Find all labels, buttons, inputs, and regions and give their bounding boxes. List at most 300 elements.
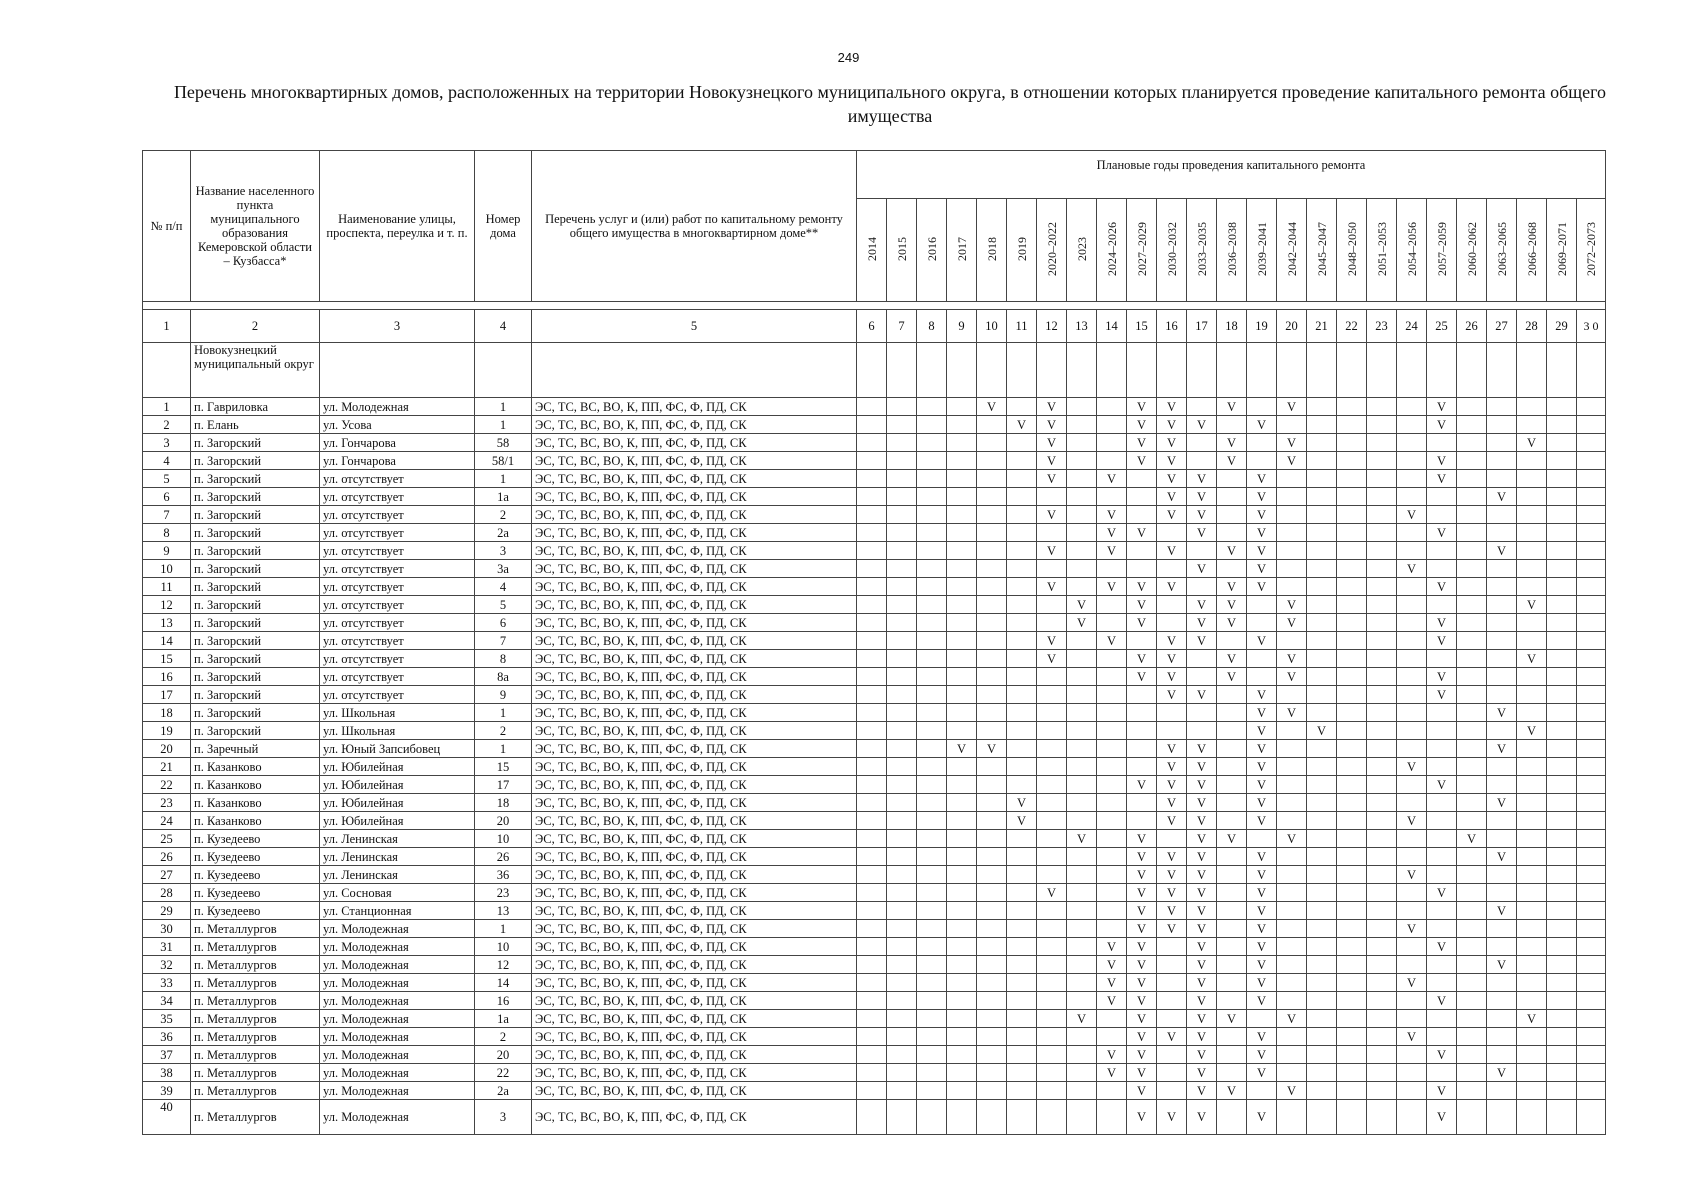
year-cell xyxy=(1337,524,1367,542)
year-cell xyxy=(857,920,887,938)
empty-cell xyxy=(1487,343,1517,398)
year-cell xyxy=(1487,650,1517,668)
planned-mark: V xyxy=(1187,974,1217,992)
house-number-cell: 1 xyxy=(475,398,532,416)
year-cell xyxy=(1517,524,1547,542)
settlement-cell: п. Загорский xyxy=(191,578,320,596)
year-cell xyxy=(1367,866,1397,884)
year-cell xyxy=(1487,524,1517,542)
year-cell xyxy=(947,956,977,974)
row-number: 40 xyxy=(143,1100,191,1135)
year-cell xyxy=(917,1082,947,1100)
year-cell xyxy=(1457,488,1487,506)
year-cell xyxy=(1037,722,1067,740)
year-cell xyxy=(1097,596,1127,614)
year-cell xyxy=(1577,578,1606,596)
row-number: 7 xyxy=(143,506,191,524)
year-cell xyxy=(1037,920,1067,938)
year-cell xyxy=(977,956,1007,974)
year-cell xyxy=(1067,902,1097,920)
year-cell xyxy=(1337,830,1367,848)
settlement-cell: п. Загорский xyxy=(191,488,320,506)
year-cell xyxy=(1307,992,1337,1010)
year-cell xyxy=(887,416,917,434)
year-cell xyxy=(1577,758,1606,776)
year-cell xyxy=(1367,740,1397,758)
settlement-cell: п. Металлургов xyxy=(191,1082,320,1100)
planned-mark: V xyxy=(1487,956,1517,974)
year-cell xyxy=(1397,956,1427,974)
year-cell xyxy=(1547,542,1577,560)
row-number: 34 xyxy=(143,992,191,1010)
year-cell xyxy=(1337,470,1367,488)
year-cell xyxy=(1157,560,1187,578)
planned-mark: V xyxy=(1427,1082,1457,1100)
year-cell xyxy=(1007,524,1037,542)
year-cell xyxy=(1367,578,1397,596)
table-row xyxy=(143,938,1606,956)
year-cell xyxy=(1217,884,1247,902)
year-cell xyxy=(1037,812,1067,830)
planned-mark: V xyxy=(1217,1082,1247,1100)
year-cell xyxy=(1007,1010,1037,1028)
header-year-label: 2030–2032 xyxy=(1164,221,1179,276)
year-cell xyxy=(1277,848,1307,866)
planned-mark: V xyxy=(1247,488,1277,506)
year-cell xyxy=(1457,452,1487,470)
planned-mark: V xyxy=(1427,416,1457,434)
year-cell xyxy=(1007,1082,1037,1100)
header-year xyxy=(1397,199,1427,302)
house-number-cell: 2 xyxy=(475,506,532,524)
year-cell xyxy=(1487,506,1517,524)
planned-mark: V xyxy=(1247,506,1277,524)
planned-mark: V xyxy=(1037,470,1067,488)
year-cell xyxy=(1007,848,1037,866)
settlement-cell: п. Казанково xyxy=(191,794,320,812)
year-cell xyxy=(1517,830,1547,848)
year-cell xyxy=(917,470,947,488)
planned-mark: V xyxy=(1037,650,1067,668)
year-cell xyxy=(1337,668,1367,686)
year-cell xyxy=(1337,614,1367,632)
year-cell xyxy=(1247,668,1277,686)
year-cell xyxy=(1127,506,1157,524)
year-cell xyxy=(1547,920,1577,938)
year-cell xyxy=(947,992,977,1010)
year-cell xyxy=(1007,452,1037,470)
street-cell: ул. отсутствует xyxy=(320,524,475,542)
planned-mark: V xyxy=(1037,578,1067,596)
house-number-cell: 5 xyxy=(475,596,532,614)
street-cell: ул. Молодежная xyxy=(320,1046,475,1064)
year-cell xyxy=(1547,704,1577,722)
planned-mark: V xyxy=(1097,992,1127,1010)
year-cell xyxy=(1577,776,1606,794)
planned-mark: V xyxy=(1247,776,1277,794)
year-cell xyxy=(1367,1028,1397,1046)
header-year-label: 2018 xyxy=(984,236,999,261)
year-cell xyxy=(917,614,947,632)
planned-mark: V xyxy=(1037,506,1067,524)
planned-mark: V xyxy=(1127,1028,1157,1046)
year-cell xyxy=(1307,794,1337,812)
year-cell xyxy=(947,524,977,542)
street-cell: ул. Молодежная xyxy=(320,974,475,992)
year-cell xyxy=(1337,560,1367,578)
year-cell xyxy=(857,1028,887,1046)
year-cell xyxy=(977,1046,1007,1064)
year-cell xyxy=(1187,398,1217,416)
column-number: 18 xyxy=(1217,310,1247,343)
year-cell xyxy=(1337,740,1367,758)
table-row xyxy=(143,596,1606,614)
planned-mark: V xyxy=(1247,884,1277,902)
street-cell: ул. Усова xyxy=(320,416,475,434)
year-cell xyxy=(1457,1010,1487,1028)
empty-cell xyxy=(1577,343,1606,398)
year-cell xyxy=(1307,632,1337,650)
year-cell xyxy=(947,1010,977,1028)
year-cell xyxy=(1307,920,1337,938)
year-cell xyxy=(1337,794,1367,812)
year-cell xyxy=(1307,812,1337,830)
year-cell xyxy=(1037,1064,1067,1082)
year-cell xyxy=(857,398,887,416)
year-cell xyxy=(1517,1028,1547,1046)
year-cell xyxy=(977,992,1007,1010)
settlement-cell: п. Загорский xyxy=(191,686,320,704)
year-cell xyxy=(857,884,887,902)
column-number: 4 xyxy=(475,310,532,343)
year-cell xyxy=(1517,416,1547,434)
year-cell xyxy=(1097,830,1127,848)
year-cell xyxy=(1517,452,1547,470)
year-cell xyxy=(1097,668,1127,686)
year-cell xyxy=(1517,488,1547,506)
year-cell xyxy=(1547,452,1577,470)
year-cell xyxy=(1517,686,1547,704)
year-cell xyxy=(1097,1010,1127,1028)
planned-mark: V xyxy=(1127,416,1157,434)
empty-cell xyxy=(1217,343,1247,398)
table-row xyxy=(143,776,1606,794)
year-cell xyxy=(1457,1046,1487,1064)
year-cell xyxy=(947,848,977,866)
year-cell xyxy=(1517,1046,1547,1064)
table-row xyxy=(143,434,1606,452)
year-cell xyxy=(887,1028,917,1046)
year-cell xyxy=(1217,866,1247,884)
year-cell xyxy=(857,866,887,884)
year-cell xyxy=(1067,686,1097,704)
year-cell xyxy=(1247,1082,1277,1100)
settlement-cell: п. Металлургов xyxy=(191,974,320,992)
year-cell xyxy=(1487,452,1517,470)
year-cell xyxy=(1577,452,1606,470)
year-cell xyxy=(1427,830,1457,848)
year-cell xyxy=(1487,812,1517,830)
year-cell xyxy=(1307,614,1337,632)
year-cell xyxy=(947,506,977,524)
year-cell xyxy=(1517,1100,1547,1135)
street-cell: ул. отсутствует xyxy=(320,650,475,668)
year-cell xyxy=(1217,1028,1247,1046)
year-cell xyxy=(947,1100,977,1135)
planned-mark: V xyxy=(1187,758,1217,776)
empty-cell xyxy=(1187,343,1217,398)
year-cell xyxy=(1367,632,1397,650)
year-cell xyxy=(887,434,917,452)
year-cell xyxy=(1037,704,1067,722)
house-number-cell: 1а xyxy=(475,488,532,506)
year-cell xyxy=(1037,956,1067,974)
house-number-cell: 18 xyxy=(475,794,532,812)
year-cell xyxy=(887,740,917,758)
works-cell: ЭС, ТС, ВС, ВО, К, ПП, ФС, Ф, ПД, СК xyxy=(532,524,857,542)
street-cell: ул. Гончарова xyxy=(320,434,475,452)
planned-mark: V xyxy=(1037,434,1067,452)
year-cell xyxy=(917,1064,947,1082)
settlement-cell: п. Заречный xyxy=(191,740,320,758)
year-cell xyxy=(1307,416,1337,434)
year-cell xyxy=(1427,722,1457,740)
year-cell xyxy=(977,1100,1007,1135)
year-cell xyxy=(1427,434,1457,452)
empty-cell xyxy=(887,343,917,398)
house-number-cell: 23 xyxy=(475,884,532,902)
planned-mark: V xyxy=(1487,1064,1517,1082)
year-cell xyxy=(1367,722,1397,740)
planned-mark: V xyxy=(1247,1100,1277,1135)
header-year-label: 2057–2059 xyxy=(1434,221,1449,276)
year-cell xyxy=(1247,650,1277,668)
planned-mark: V xyxy=(1517,1010,1547,1028)
planned-mark: V xyxy=(1127,650,1157,668)
year-cell xyxy=(1067,704,1097,722)
planned-mark: V xyxy=(1427,776,1457,794)
group-row xyxy=(143,343,1606,398)
year-cell xyxy=(1427,560,1457,578)
planned-mark: V xyxy=(1157,650,1187,668)
year-cell xyxy=(1397,434,1427,452)
year-cell xyxy=(1547,1028,1577,1046)
planned-mark: V xyxy=(1247,578,1277,596)
planned-mark: V xyxy=(1187,830,1217,848)
year-cell xyxy=(857,992,887,1010)
table-row xyxy=(143,1082,1606,1100)
planned-mark: V xyxy=(1037,398,1067,416)
planned-mark: V xyxy=(1397,1028,1427,1046)
year-cell xyxy=(1397,632,1427,650)
year-cell xyxy=(917,560,947,578)
planned-mark: V xyxy=(1157,416,1187,434)
works-cell: ЭС, ТС, ВС, ВО, К, ПП, ФС, Ф, ПД, СК xyxy=(532,884,857,902)
planned-mark: V xyxy=(1247,632,1277,650)
settlement-cell: п. Загорский xyxy=(191,470,320,488)
year-cell xyxy=(1127,758,1157,776)
planned-mark: V xyxy=(1157,812,1187,830)
year-cell xyxy=(1307,542,1337,560)
year-cell xyxy=(1307,830,1337,848)
year-cell xyxy=(1217,416,1247,434)
house-number-cell: 16 xyxy=(475,992,532,1010)
header-year xyxy=(887,199,917,302)
year-cell xyxy=(887,578,917,596)
year-cell xyxy=(1067,884,1097,902)
year-cell xyxy=(1367,686,1397,704)
settlement-cell: п. Загорский xyxy=(191,704,320,722)
planned-mark: V xyxy=(1097,956,1127,974)
year-cell xyxy=(917,650,947,668)
year-cell xyxy=(1487,578,1517,596)
year-cell xyxy=(977,1082,1007,1100)
year-cell xyxy=(1577,866,1606,884)
year-cell xyxy=(1067,920,1097,938)
year-cell xyxy=(1487,560,1517,578)
year-cell xyxy=(1487,938,1517,956)
planned-mark: V xyxy=(1127,866,1157,884)
year-cell xyxy=(1457,740,1487,758)
works-cell: ЭС, ТС, ВС, ВО, К, ПП, ФС, Ф, ПД, СК xyxy=(532,704,857,722)
year-cell xyxy=(977,902,1007,920)
year-cell xyxy=(947,902,977,920)
year-cell xyxy=(887,524,917,542)
year-cell xyxy=(1007,488,1037,506)
settlement-cell: п. Металлургов xyxy=(191,1100,320,1135)
year-cell xyxy=(917,722,947,740)
year-cell xyxy=(1517,704,1547,722)
planned-mark: V xyxy=(1517,434,1547,452)
header-year xyxy=(1277,199,1307,302)
year-cell xyxy=(1097,398,1127,416)
year-cell xyxy=(1397,488,1427,506)
works-cell: ЭС, ТС, ВС, ВО, К, ПП, ФС, Ф, ПД, СК xyxy=(532,614,857,632)
year-cell xyxy=(1367,1100,1397,1135)
year-cell xyxy=(1277,794,1307,812)
planned-mark: V xyxy=(1007,812,1037,830)
works-cell: ЭС, ТС, ВС, ВО, К, ПП, ФС, Ф, ПД, СК xyxy=(532,938,857,956)
year-cell xyxy=(1337,992,1367,1010)
planned-mark: V xyxy=(1187,812,1217,830)
year-cell xyxy=(977,488,1007,506)
year-cell xyxy=(1067,758,1097,776)
year-cell xyxy=(1577,884,1606,902)
year-cell xyxy=(1457,596,1487,614)
year-cell xyxy=(1427,866,1457,884)
year-cell xyxy=(1037,488,1067,506)
year-cell xyxy=(1127,560,1157,578)
planned-mark: V xyxy=(1247,416,1277,434)
works-cell: ЭС, ТС, ВС, ВО, К, ПП, ФС, Ф, ПД, СК xyxy=(532,1046,857,1064)
table-row xyxy=(143,722,1606,740)
planned-mark: V xyxy=(1247,686,1277,704)
year-cell xyxy=(947,560,977,578)
year-cell xyxy=(887,1100,917,1135)
header-year-label: 2033–2035 xyxy=(1194,221,1209,276)
year-cell xyxy=(1337,506,1367,524)
year-cell xyxy=(1067,650,1097,668)
year-cell xyxy=(947,398,977,416)
year-cell xyxy=(1247,1010,1277,1028)
year-cell xyxy=(977,578,1007,596)
year-cell xyxy=(947,758,977,776)
year-cell xyxy=(1277,920,1307,938)
year-cell xyxy=(1157,1064,1187,1082)
year-cell xyxy=(1007,596,1037,614)
street-cell: ул. Юбилейная xyxy=(320,812,475,830)
table-row xyxy=(143,740,1606,758)
year-cell xyxy=(1097,758,1127,776)
year-cell xyxy=(887,686,917,704)
year-cell xyxy=(887,542,917,560)
header-year-label: 2020–2022 xyxy=(1044,221,1059,276)
house-number-cell: 1 xyxy=(475,740,532,758)
column-number: 12 xyxy=(1037,310,1067,343)
year-cell xyxy=(857,434,887,452)
header-year xyxy=(1517,199,1547,302)
planned-mark: V xyxy=(1007,416,1037,434)
year-cell xyxy=(1457,884,1487,902)
planned-mark: V xyxy=(1187,848,1217,866)
planned-mark: V xyxy=(1247,992,1277,1010)
year-cell xyxy=(1277,866,1307,884)
row-number: 35 xyxy=(143,1010,191,1028)
planned-mark: V xyxy=(1127,920,1157,938)
year-cell xyxy=(1457,578,1487,596)
year-cell xyxy=(1367,956,1397,974)
street-cell: ул. Ленинская xyxy=(320,848,475,866)
year-cell xyxy=(1367,1046,1397,1064)
planned-mark: V xyxy=(1277,398,1307,416)
planned-mark: V xyxy=(1187,1028,1217,1046)
year-cell xyxy=(947,1064,977,1082)
year-cell xyxy=(917,920,947,938)
year-cell xyxy=(1307,1082,1337,1100)
year-cell xyxy=(1007,866,1037,884)
row-number: 38 xyxy=(143,1064,191,1082)
year-cell xyxy=(1517,740,1547,758)
year-cell xyxy=(887,668,917,686)
year-cell xyxy=(1487,830,1517,848)
year-cell xyxy=(1397,1100,1427,1135)
planned-mark: V xyxy=(1157,632,1187,650)
year-cell xyxy=(917,1100,947,1135)
year-cell xyxy=(1547,902,1577,920)
year-cell xyxy=(977,470,1007,488)
works-cell: ЭС, ТС, ВС, ВО, К, ПП, ФС, Ф, ПД, СК xyxy=(532,920,857,938)
year-cell xyxy=(1307,758,1337,776)
year-cell xyxy=(1217,1046,1247,1064)
year-cell xyxy=(977,974,1007,992)
year-cell xyxy=(1577,704,1606,722)
year-cell xyxy=(1517,632,1547,650)
works-cell: ЭС, ТС, ВС, ВО, К, ПП, ФС, Ф, ПД, СК xyxy=(532,1010,857,1028)
year-cell xyxy=(1337,776,1367,794)
planned-mark: V xyxy=(1157,398,1187,416)
year-cell xyxy=(1577,848,1606,866)
year-cell xyxy=(887,452,917,470)
year-cell xyxy=(1277,758,1307,776)
header-year-label: 2024–2026 xyxy=(1104,221,1119,276)
column-number: 3 0 xyxy=(1577,310,1606,343)
year-cell xyxy=(1547,506,1577,524)
empty-cell xyxy=(143,343,191,398)
year-cell xyxy=(1487,614,1517,632)
year-cell xyxy=(1337,758,1367,776)
planned-mark: V xyxy=(1247,956,1277,974)
year-cell xyxy=(1517,920,1547,938)
